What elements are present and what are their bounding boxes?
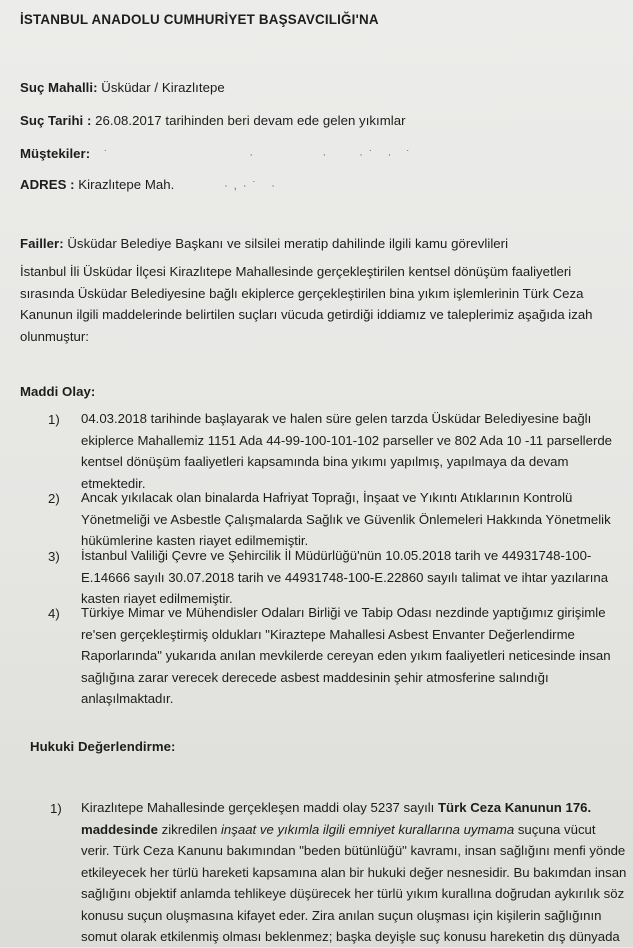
intro-paragraph: [20, 261, 593, 347]
crime-location-row: [20, 80, 225, 96]
intro-line: İstanbul İli Üsküdar İlçesi Kirazlıtepe Mahallesinde gerçekleştirilen kentsel dönüşüm faaliyetleri: [20, 264, 572, 279]
item-line: Yönetmeliği ve Asbestle Çalışmalarda Sağlık ve Güvenlik Önlemeleri Hakkında Yönetmelik: [81, 511, 611, 527]
complainants-row: [20, 146, 416, 163]
material-fact-item-3: [81, 545, 608, 610]
item-number: 3): [48, 549, 60, 564]
address-label: ADRES :: [20, 177, 75, 192]
perpetrators-label: Failler:: [20, 236, 64, 251]
address-row: [20, 177, 281, 194]
item-line: anlaşılmaktadır.: [81, 691, 174, 706]
crime-date-row: [20, 113, 406, 129]
item-line: hükümlerine kasten riayet edilmemiştir.: [81, 533, 309, 548]
legal-assessment-heading: Hukuki Değerlendirme:: [30, 739, 176, 754]
legal-line: sağlığını objektif anlamda tehlikeye düşürecek her türlü yıkım kurallına doğrudan aykırılık söz: [81, 886, 625, 901]
legal-text: zikredilen: [157, 821, 221, 837]
document-title: İSTANBUL ANADOLU CUMHURİYET BAŞSAVCILIĞI'NA: [20, 12, 379, 27]
material-facts-heading: Maddi Olay:: [20, 384, 96, 399]
redacted-address: ·,·˙ ·: [224, 180, 281, 192]
item-line: 04.03.2018 tarihinde başlayarak ve halen süre gelen tarzda Üsküdar Belediyesine bağlı: [81, 411, 592, 426]
intro-line: olunmuştur:: [20, 328, 89, 344]
item-number: 1): [48, 412, 60, 427]
legal-line: verir. Türk Ceza Kanunu bakımından "beden bütünlüğü" kavramı, insan sağlığını menfi yönde: [81, 843, 626, 858]
item-line: ekiplerce Mahallemiz 1151 Ada 44-99-100-101-102 parseller ve 802 Ada 10 -11 parsellerde: [81, 432, 613, 448]
item-line: etmektedir.: [81, 475, 146, 491]
legal-line: somut olarak etkilenmiş olması beklenmez; başka deyişle suç konusu hareketin dış dünyada: [81, 929, 620, 944]
redacted-names: ˙ · · ·˙ · ˙: [103, 149, 417, 161]
item-line: E.14666 sayılı 30.07.2018 tarih ve 44931748-100-E.22860 sayılı talimat ve ihtar yazılarına: [81, 569, 609, 585]
item-line: sağlığına zarar verecek derecede asbest maddesinin şehir atmosferine salındığı: [81, 669, 549, 685]
item-line: Türkiye Mimar ve Mühendisler Odaları Birliği ve Tabip Odası nezdinde yaptığımız girişimle: [81, 605, 606, 620]
perpetrators-value: Üsküdar Belediye Başkanı ve silsilei meratip dahilinde ilgili kamu görevlileri: [67, 236, 509, 251]
legal-line: konusu suçun oluşmasına kifayet eder. Zira anılan suçun oluşması için kişilerin sağlığının: [81, 907, 602, 923]
item-number: 2): [48, 491, 60, 506]
item-line: kasten riayet edilmemiştir.: [81, 591, 233, 606]
material-fact-item-4: [81, 602, 611, 710]
legal-text: suçuna vücut: [514, 821, 596, 837]
article-word: maddesinde: [81, 821, 158, 837]
legal-line-2: [81, 819, 626, 841]
crime-location-label: Suç Mahalli:: [20, 80, 98, 95]
law-reference: Türk Ceza Kanunun 176.: [438, 800, 592, 815]
item-line: kentsel dönüşüm faaliyetleri kapsamında bina yıkımı yapılmış, yapılmaya da devam: [81, 454, 569, 469]
item-line: Ancak yıkılacak olan binalarda Hafriyat Toprağı, İnşaat ve Yıkıntı Atıklarının Kontrolü: [81, 490, 573, 505]
material-fact-item-1: [81, 408, 612, 494]
legal-line-1: [81, 797, 626, 819]
offense-name: inşaat ve yıkımla ilgili emniyet kurallarına uymama: [221, 821, 515, 837]
complainants-label: Müştekiler:: [20, 146, 91, 161]
item-line: İstanbul Valiliği Çevre ve Şehircilik İl Müdürlüğü'nün 10.05.2018 tarih ve 44931748-100-: [81, 548, 592, 563]
crime-date-value: 26.08.2017 tarihinden beri devam ede gelen yıkımlar: [95, 113, 406, 128]
intro-line: Kanunun ilgili maddelerinde belirtilen suçları vücuda getirdiği iddiamız ve taleplerimiz aşağıda izah: [20, 307, 593, 322]
legal-line: etkileyecek her türlü hareketi kapsamına alan bir hukuki değer nesnesidir. Bu bakımdan insan: [81, 864, 627, 880]
legal-text: Kirazlıtepe Mahallesinde gerçekleşen maddi olay 5237 sayılı: [81, 800, 438, 815]
legal-assessment-item-1: [81, 797, 626, 948]
intro-line: sırasında Üsküdar Belediyesine bağlı ekiplerce gerçekleştirilen bina yıkım işlemlerinin Türk Ceza: [20, 285, 584, 301]
item-number: 1): [50, 801, 62, 816]
material-fact-item-2: [81, 487, 611, 552]
crime-date-label: Suç Tarihi :: [20, 113, 92, 128]
address-value: Kirazlıtepe Mah.: [78, 177, 175, 192]
perpetrators-row: [20, 236, 508, 252]
item-line: Raporlarında" yukarıda anılan mevkilerde cereyan eden yıkım faaliyetleri neticesinde insan: [81, 648, 611, 663]
crime-location-value: Üsküdar / Kirazlıtepe: [101, 80, 225, 95]
item-line: re'sen gerçekleştirmiş oldukları "Kiraztepe Mahallesi Asbest Envanter Değerlendirme: [81, 626, 575, 642]
item-number: 4): [48, 606, 60, 621]
